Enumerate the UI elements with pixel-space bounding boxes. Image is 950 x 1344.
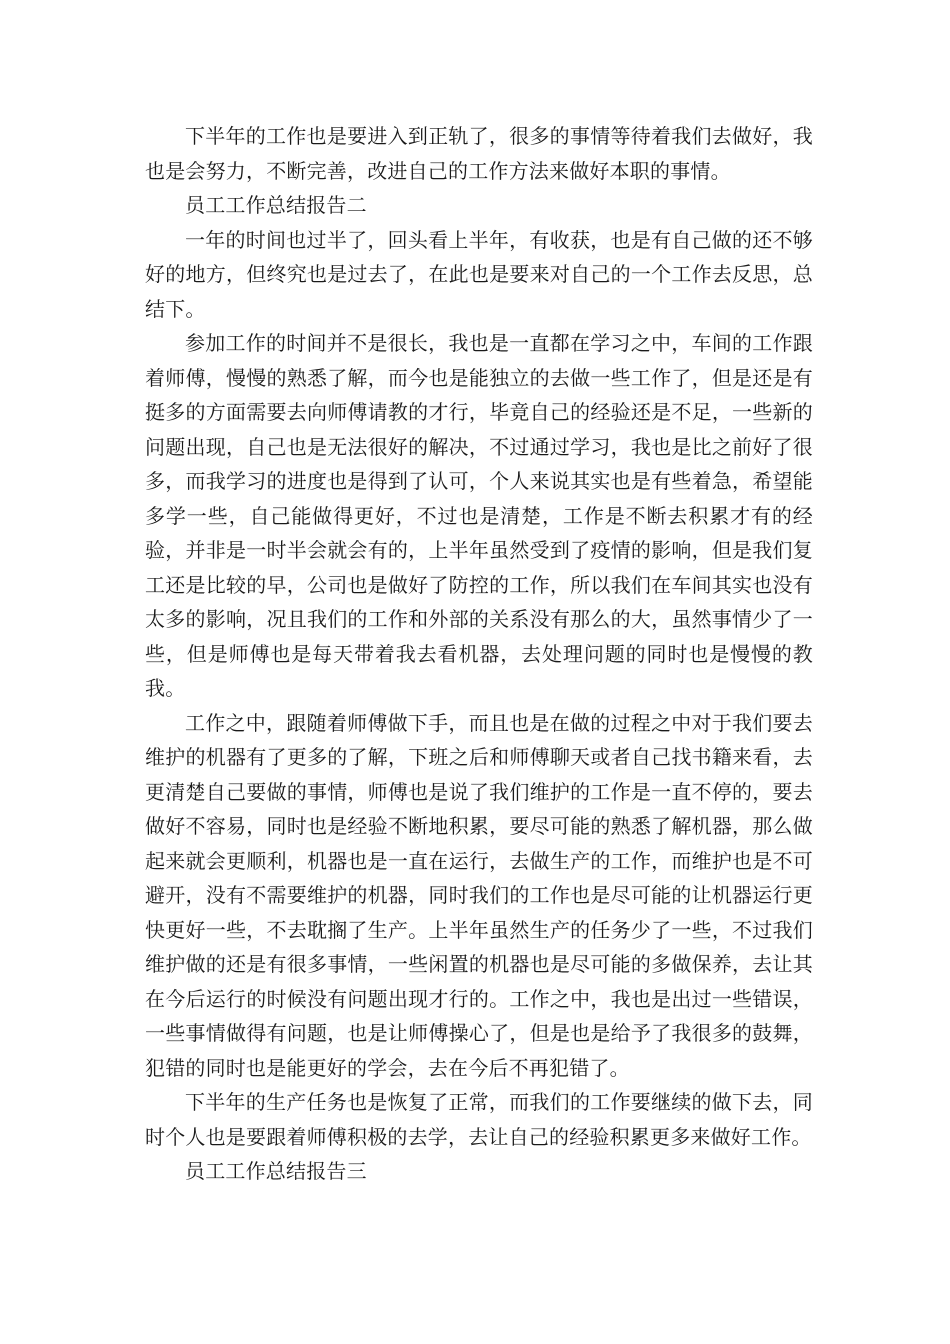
section-heading-3: 员工工作总结报告三 [185, 1159, 367, 1183]
paragraph-2: 一年的时间也过半了，回头看上半年，有收获，也是有自己做的还不够好的地方，但终究也是过去了，在此也是要来对自己的一个工作去反思，总结下。 [145, 227, 813, 321]
document-body [145, 119, 813, 1189]
paragraph-4: 工作之中，跟随着师傅做下手，而且也是在做的过程之中对于我们要去维护的机器有了更多的了解，下班之后和师傅聊天或者自己找书籍来看，去更清楚自己要做的事情，师傅也是说了我们维护的工作是一直不停的，要去做好不容易，同时也是经验不断地积累，要尽可能的熟悉了解机器，那么做起来就会更顺利，机器也是一直在运行，去做生产的工作，而维护也是不可避开，没有不需要维护的机器，同时我们的工作也是尽可能的让机器运行更快更好一些，不去耽搁了生产。上半年虽然生产的任务少了一些，不过我们维护做的还是有很多事情，一些闲置的机器也是尽可能的多做保养，去让其在今后运行的时候没有问题出现才行的。工作之中，我也是出过一些错误，一些事情做得有问题，也是让师傅操心了，但是也是给予了我很多的鼓舞，犯错的同时也是能更好的学会，去在今后不再犯错了。 [145, 710, 813, 1080]
paragraph-1: 下半年的工作也是要进入到正轨了，很多的事情等待着我们去做好，我也是会努力，不断完善，改进自己的工作方法来做好本职的事情。 [145, 124, 813, 183]
paragraph-5: 下半年的生产任务也是恢复了正常，而我们的工作要继续的做下去，同时个人也是要跟着师傅积极的去学，去让自己的经验积累更多来做好工作。 [145, 1090, 813, 1149]
section-heading-2: 员工工作总结报告二 [185, 193, 367, 217]
paragraph-3: 参加工作的时间并不是很长，我也是一直都在学习之中，车间的工作跟着师傅，慢慢的熟悉了解，而今也是能独立的去做一些工作了，但是还是有挺多的方面需要去向师傅请教的才行，毕竟自己的经验还是不足，一些新的问题出现，自己也是无法很好的解决，不过通过学习，我也是比之前好了很多，而我学习的进度也是得到了认可，个人来说其实也是有些着急，希望能多学一些，自己能做得更好，不过也是清楚，工作是不断去积累才有的经验，并非是一时半会就会有的，上半年虽然受到了疫情的影响，但是我们复工还是比较的早，公司也是做好了防控的工作，所以我们在车间其实也没有太多的影响，况且我们的工作和外部的关系没有那么的大，虽然事情少了一些，但是师傅也是每天带着我去看机器，去处理问题的同时也是慢慢的教我。 [145, 331, 813, 700]
